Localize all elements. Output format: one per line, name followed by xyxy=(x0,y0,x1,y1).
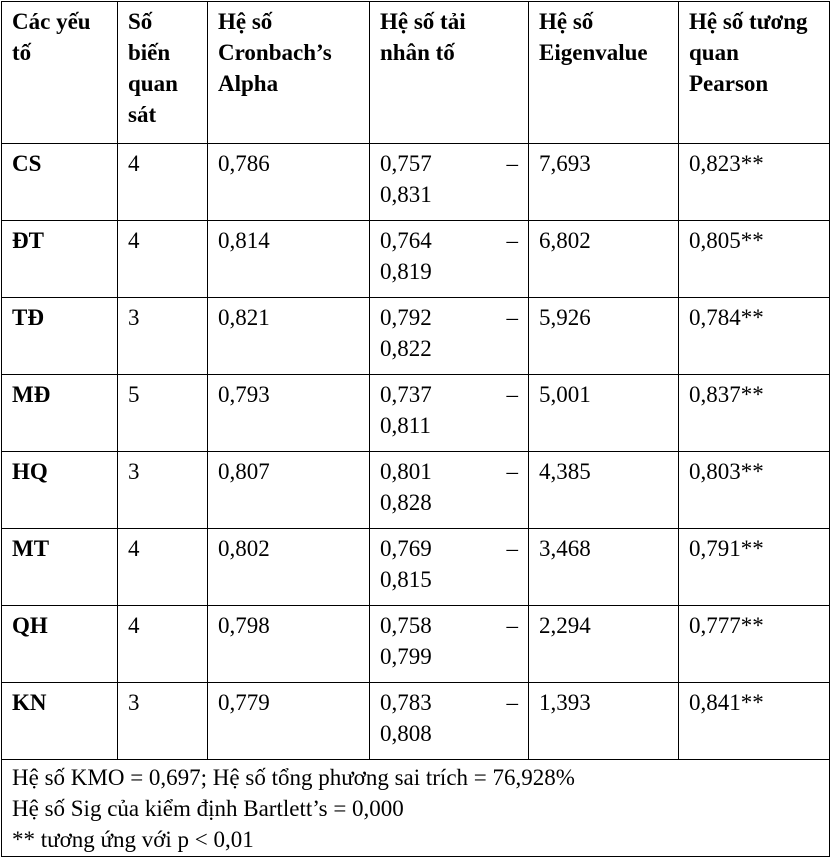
header-pearson: Hệ số tương quan Pearson xyxy=(679,2,830,144)
eigenvalue-cell: 4,385 xyxy=(529,451,679,528)
header-eigenvalue: Hệ số Eigenvalue xyxy=(529,2,679,144)
table-row xyxy=(2,297,830,374)
loading-min: 0,764 xyxy=(380,227,432,253)
loading-dash: – xyxy=(506,304,518,330)
pearson-cell: 0,837** xyxy=(679,374,830,451)
eigenvalue-cell: 7,693 xyxy=(529,143,679,220)
num-vars-cell: 4 xyxy=(118,528,208,605)
factor-cell: TĐ xyxy=(2,297,118,374)
factor-cell: MT xyxy=(2,528,118,605)
loading-max: 0,799 xyxy=(380,643,432,669)
table-row xyxy=(2,143,830,220)
pearson-cell: 0,791** xyxy=(679,528,830,605)
loading-max: 0,822 xyxy=(380,335,432,361)
num-vars-cell: 4 xyxy=(118,143,208,220)
header-cronbach: Hệ số Cronbach’s Alpha xyxy=(208,2,370,144)
note-kmo: Hệ số KMO = 0,697; Hệ số tổng phương sai trích = 76,928% xyxy=(12,764,575,790)
eigenvalue-cell: 3,468 xyxy=(529,528,679,605)
table-row xyxy=(2,682,830,759)
loading-cell xyxy=(370,143,529,220)
loading-min: 0,792 xyxy=(380,304,432,330)
cronbach-cell: 0,779 xyxy=(208,682,370,759)
loading-cell xyxy=(370,220,529,297)
factor-cell: CS xyxy=(2,143,118,220)
loading-cell xyxy=(370,297,529,374)
factor-cell: MĐ xyxy=(2,374,118,451)
loading-dash: – xyxy=(506,612,518,638)
num-vars-cell: 4 xyxy=(118,605,208,682)
eigenvalue-cell: 1,393 xyxy=(529,682,679,759)
factor-cell: KN xyxy=(2,682,118,759)
table-body xyxy=(2,143,830,759)
loading-min: 0,783 xyxy=(380,689,432,715)
loading-dash: – xyxy=(506,227,518,253)
loading-dash: – xyxy=(506,381,518,407)
cronbach-cell: 0,793 xyxy=(208,374,370,451)
loading-dash: – xyxy=(506,458,518,484)
statistics-table xyxy=(1,1,830,857)
cronbach-cell: 0,798 xyxy=(208,605,370,682)
header-loading: Hệ số tải nhân tố xyxy=(370,2,529,144)
notes-cell xyxy=(2,759,830,856)
loading-dash: – xyxy=(506,689,518,715)
cronbach-cell: 0,807 xyxy=(208,451,370,528)
num-vars-cell: 4 xyxy=(118,220,208,297)
eigenvalue-cell: 2,294 xyxy=(529,605,679,682)
pearson-cell: 0,823** xyxy=(679,143,830,220)
pearson-cell: 0,803** xyxy=(679,451,830,528)
table-row xyxy=(2,528,830,605)
eigenvalue-cell: 5,926 xyxy=(529,297,679,374)
cronbach-cell: 0,802 xyxy=(208,528,370,605)
loading-min: 0,769 xyxy=(380,535,432,561)
note-bartlett: Hệ số Sig của kiểm định Bartlett’s = 0,000 xyxy=(12,795,404,821)
table-row xyxy=(2,451,830,528)
table-row xyxy=(2,605,830,682)
loading-dash: – xyxy=(506,150,518,176)
num-vars-cell: 5 xyxy=(118,374,208,451)
cronbach-cell: 0,786 xyxy=(208,143,370,220)
eigenvalue-cell: 6,802 xyxy=(529,220,679,297)
loading-dash: – xyxy=(506,535,518,561)
table-row xyxy=(2,220,830,297)
cronbach-cell: 0,814 xyxy=(208,220,370,297)
pearson-cell: 0,777** xyxy=(679,605,830,682)
loading-cell xyxy=(370,451,529,528)
loading-min: 0,737 xyxy=(380,381,432,407)
cronbach-cell: 0,821 xyxy=(208,297,370,374)
loading-max: 0,828 xyxy=(380,489,432,515)
loading-min: 0,801 xyxy=(380,458,432,484)
header-factor: Các yếu tố xyxy=(2,2,118,144)
pearson-cell: 0,784** xyxy=(679,297,830,374)
num-vars-cell: 3 xyxy=(118,451,208,528)
loading-cell xyxy=(370,528,529,605)
loading-min: 0,757 xyxy=(380,150,432,176)
note-row xyxy=(2,759,830,856)
loading-cell xyxy=(370,374,529,451)
factor-cell: ĐT xyxy=(2,220,118,297)
loading-max: 0,808 xyxy=(380,720,432,746)
table-row xyxy=(2,374,830,451)
factor-cell: QH xyxy=(2,605,118,682)
pearson-cell: 0,805** xyxy=(679,220,830,297)
num-vars-cell: 3 xyxy=(118,297,208,374)
note-significance: ** tương ứng với p < 0,01 xyxy=(12,826,254,852)
loading-max: 0,831 xyxy=(380,181,432,207)
loading-max: 0,811 xyxy=(380,412,431,438)
loading-min: 0,758 xyxy=(380,612,432,638)
pearson-cell: 0,841** xyxy=(679,682,830,759)
loading-max: 0,819 xyxy=(380,258,432,284)
loading-cell xyxy=(370,605,529,682)
header-num-vars: Số biến quan sát xyxy=(118,2,208,144)
factor-cell: HQ xyxy=(2,451,118,528)
num-vars-cell: 3 xyxy=(118,682,208,759)
loading-cell xyxy=(370,682,529,759)
loading-max: 0,815 xyxy=(380,566,432,592)
header-row xyxy=(2,2,830,144)
eigenvalue-cell: 5,001 xyxy=(529,374,679,451)
